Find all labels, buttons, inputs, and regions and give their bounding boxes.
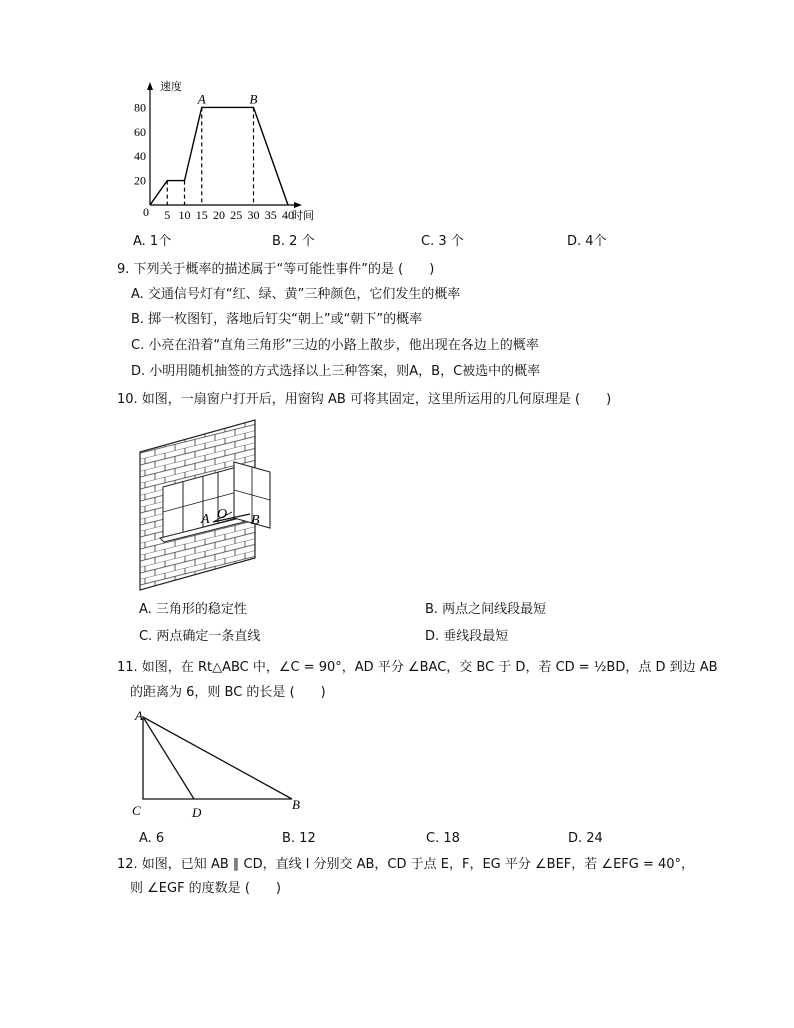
triangle-figure [0, 705, 794, 825]
q10-option-d: D. 垂线段最短 [425, 629, 509, 644]
x-tick-label: 35 [264, 208, 277, 222]
q8-option-a: A. 1个 [133, 234, 172, 249]
x-tick-label: 5 [164, 208, 171, 222]
x-axis-label: 时间 [292, 210, 314, 222]
y-tick-label: 80 [134, 100, 146, 115]
q9-option-a: A. 交通信号灯有“红、绿、黄”三种颜色，它们发生的概率 [131, 287, 461, 302]
q9-option-c: C. 小亮在沿着“直角三角形”三边的小路上散步，他出现在各边上的概率 [131, 338, 539, 353]
speed-time-chart [0, 0, 794, 240]
point-a-label: A [201, 512, 210, 527]
q10-option-a: A. 三角形的稳定性 [139, 602, 247, 617]
origin-label: 0 [143, 205, 149, 219]
y-axis-arrow [147, 82, 153, 90]
q12-stem-line2: 则 ∠EGF 的度数是 ( ) [130, 881, 281, 896]
q8-option-b: B. 2 个 [272, 234, 315, 249]
x-tick-label: 25 [230, 208, 243, 222]
segment-ad [143, 717, 194, 799]
point-b-label: B [251, 513, 260, 528]
speed-series-line [150, 107, 288, 205]
vertex-a-label: A [135, 708, 143, 723]
x-tick-label: 40 [282, 208, 294, 222]
q11-stem-line2: 的距离为 6，则 BC 的长是 ( ) [130, 685, 326, 700]
q9-stem: 9. 下列关于概率的描述属于“等可能性事件”的是 ( ) [117, 262, 435, 277]
vertex-c-label: C [132, 803, 141, 818]
q11-stem-line1: 11. 如图，在 Rt△ABC 中，∠C = 90°，AD 平分 ∠BAC，交 BC 于 D，若 CD = ½BD，点 D 到边 AB [117, 660, 718, 675]
q11-option-c: C. 18 [426, 831, 460, 846]
q11-option-d: D. 24 [568, 831, 603, 846]
vertex-b-label: B [292, 797, 300, 812]
q10-option-b: B. 两点之间线段最短 [425, 602, 547, 617]
x-tick-label: 10 [178, 208, 191, 222]
q11-option-a: A. 6 [139, 831, 165, 846]
y-tick-label: 60 [134, 124, 146, 139]
q10-stem: 10. 如图，一扇窗户打开后，用窗钩 AB 可将其固定，这里所运用的几何原理是 ( ) [117, 392, 612, 407]
window-figure [0, 410, 794, 610]
point-d-label: D [192, 805, 202, 820]
y-axis-label: 速度 [160, 81, 182, 93]
q9-option-d: D. 小明用随机抽签的方式选择以上三种答案，则A，B，C被选中的概率 [131, 364, 541, 379]
x-tick-label: 15 [195, 208, 208, 222]
q8-option-d: D. 4个 [567, 234, 607, 249]
y-tick-label: 20 [134, 173, 146, 188]
point-label-b: B [249, 91, 258, 107]
q9-option-b: B. 掷一枚图钉，落地后钉尖“朝上”或“朝下”的概率 [131, 312, 423, 327]
point-label-a: A [197, 91, 206, 107]
q8-option-c: C. 3 个 [421, 234, 464, 249]
q10-option-c: C. 两点确定一条直线 [139, 629, 261, 644]
x-axis-arrow [294, 202, 302, 208]
x-tick-label: 20 [213, 208, 225, 222]
triangle-abc [143, 717, 292, 799]
q11-option-b: B. 12 [282, 831, 316, 846]
y-tick-label: 40 [134, 149, 146, 164]
q12-stem-line1: 12. 如图，已知 AB ∥ CD，直线 l 分别交 AB，CD 于点 E，F，EG 平分 ∠BEF，若 ∠EFG = 40°， [117, 857, 695, 872]
x-tick-label: 30 [247, 208, 260, 222]
point-o-label: O [217, 507, 228, 522]
